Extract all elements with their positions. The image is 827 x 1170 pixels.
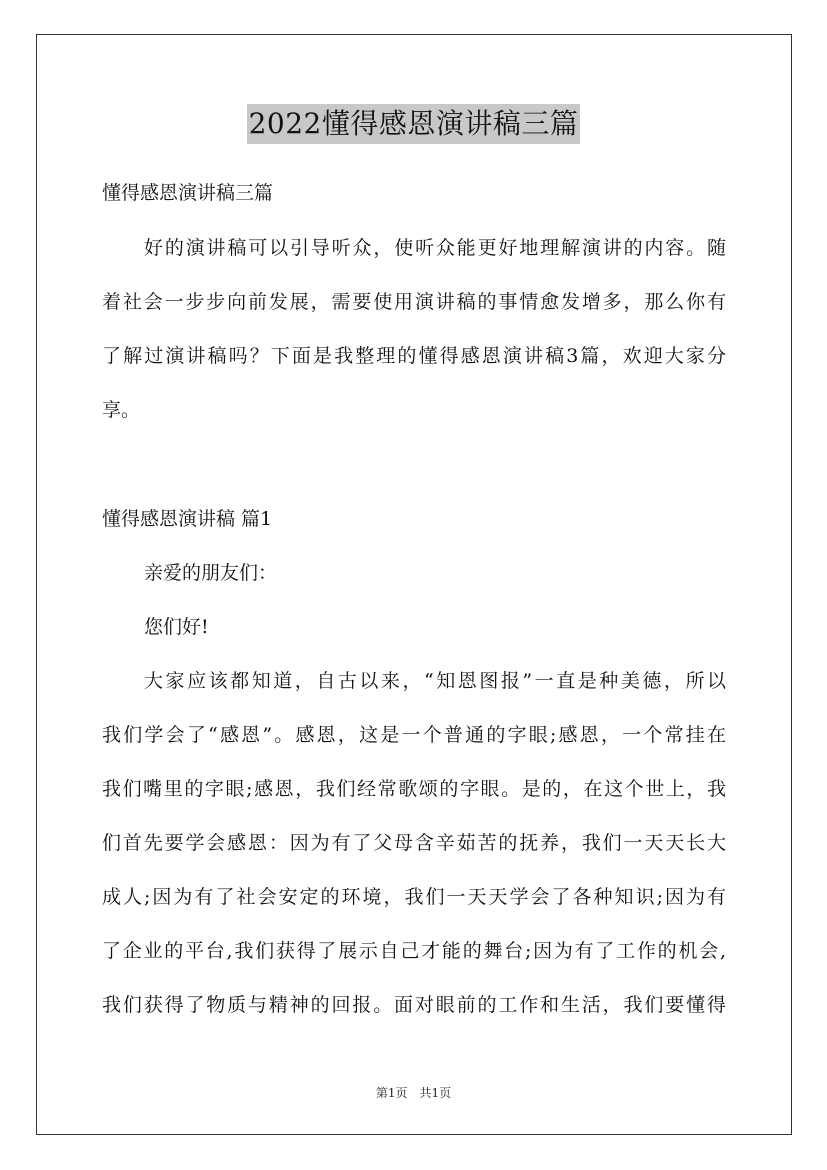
body-line: 大家应该都知道，自古以来，“知恩图报”一直是种美德，所以 xyxy=(144,670,726,692)
section-heading: 懂得感恩演讲稿 篇1 xyxy=(102,508,273,530)
body-line: 们首先要学会感恩：因为有了父母含辛茹苦的抚养，我们一天天长大 xyxy=(102,832,726,854)
body-line: 我们学会了“感恩”。感恩，这是一个普通的字眼;感恩，一个常挂在 xyxy=(102,724,726,746)
subtitle: 懂得感恩演讲稿三篇 xyxy=(102,182,274,204)
title-container xyxy=(0,104,827,144)
page-footer: 第1页 共1页 xyxy=(375,1086,452,1100)
document-title: 2022懂得感恩演讲稿三篇 xyxy=(247,104,581,144)
intro-line: 享。 xyxy=(102,399,141,421)
body-line: 我们嘴里的字眼;感恩，我们经常歌颂的字眼。是的，在这个世上，我 xyxy=(102,778,726,800)
intro-line: 好的演讲稿可以引导听众，使听众能更好地理解演讲的内容。随 xyxy=(144,237,726,259)
intro-line: 了解过演讲稿吗？下面是我整理的懂得感恩演讲稿3篇，欢迎大家分 xyxy=(102,345,726,367)
body-line: 我们获得了物质与精神的回报。面对眼前的工作和生活，我们要懂得 xyxy=(102,994,726,1016)
body-line: 成人;因为有了社会安定的环境，我们一天天学会了各种知识;因为有 xyxy=(102,886,726,908)
body-line: 了企业的平台,我们获得了展示自己才能的舞台;因为有了工作的机会, xyxy=(102,940,726,962)
greeting: 亲爱的朋友们： xyxy=(144,562,278,584)
salutation: 您们好! xyxy=(144,616,209,638)
intro-line: 着社会一步步向前发展，需要使用演讲稿的事情愈发增多，那么你有 xyxy=(102,291,726,313)
